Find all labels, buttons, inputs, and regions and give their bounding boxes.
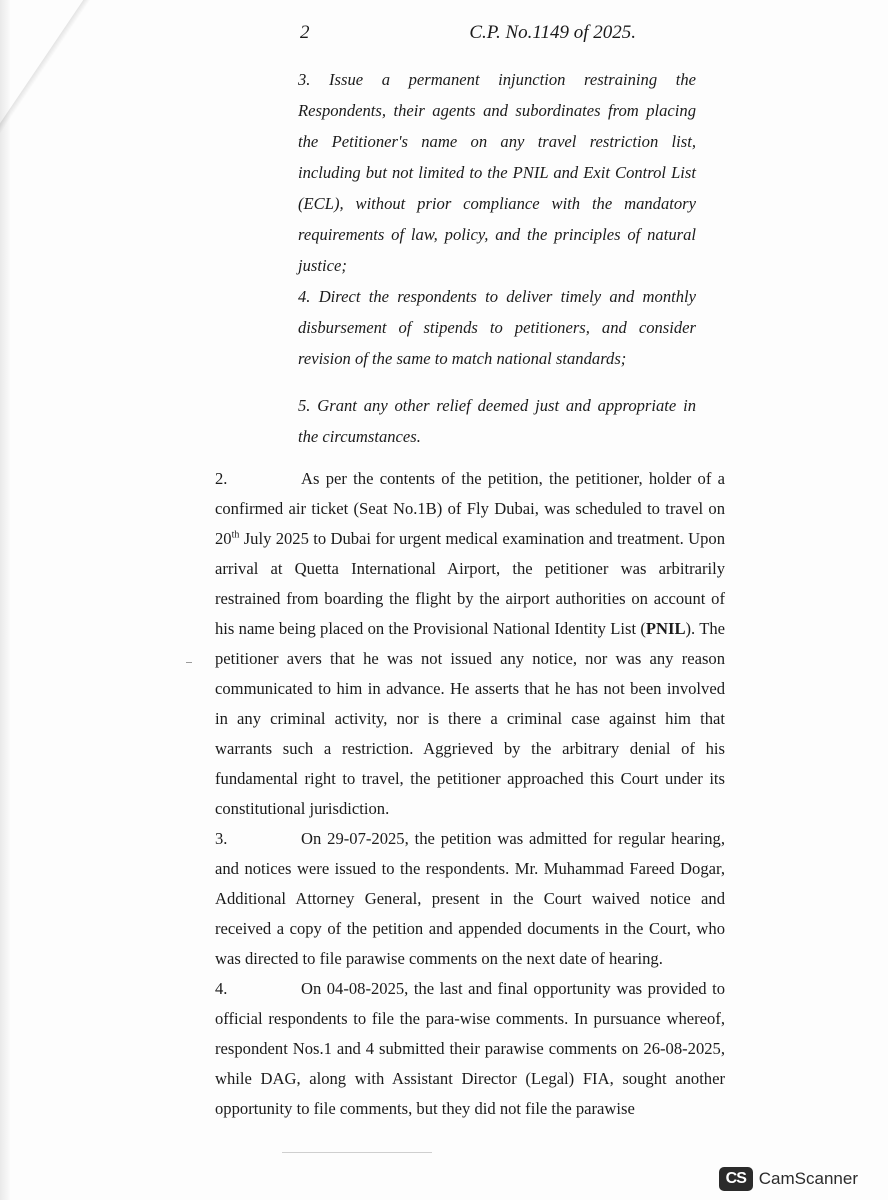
paragraph-text: ). The petitioner avers that he was not issued any notice, nor was any reason communicated to him in advance. He asserts that he has not been involved in any criminal activity, nor is there a criminal case against him that warrants such a restriction. Aggrieved by the arbitrary denial of his fundamental right to travel, the petitioner approached this Court under its constitutional jurisdiction. bbox=[215, 619, 725, 818]
relief-list bbox=[298, 64, 696, 452]
ordinal-suffix: th bbox=[231, 529, 240, 541]
relief-item-4: 4. Direct the respondents to deliver timely and monthly disbursement of stipends to petitioners, and consider revision of the same to match national standards; bbox=[298, 287, 696, 368]
paragraph-text: On 29-07-2025, the petition was admitted for regular hearing, and notices were issued to the respondents. Mr. Muhammad Fareed Dogar, Additional Attorney General, present in the Court waived notice and received a copy of the petition and appended documents in the Court, who was directed to file parawise comments on the next date of hearing. bbox=[215, 829, 725, 968]
camscanner-label: CamScanner bbox=[758, 1169, 858, 1188]
bottom-rule bbox=[282, 1152, 432, 1153]
page-edge-shadow bbox=[0, 0, 10, 1200]
margin-mark bbox=[186, 662, 192, 663]
paragraph-number: 4. bbox=[215, 979, 228, 998]
judgment-body bbox=[215, 464, 725, 1124]
page-number: 2 bbox=[300, 22, 310, 43]
paragraph-text: July 2025 to Dubai for urgent medical examination and treatment. Upon arrival at Quetta International Airport, the petitioner was arbitrarily restrained from boarding the flight by the airport authorities on account of his name being placed on the Provisional National Identity List ( bbox=[215, 529, 725, 638]
paragraph-number: 2. bbox=[215, 469, 228, 488]
page-header bbox=[300, 22, 640, 52]
relief-item-3: 3. Issue a permanent injunction restraining the Respondents, their agents and subordinates from placing the Petitioner's name on any travel restriction list, including but not limited to the PNIL and Exit Control List (ECL), without prior compliance with the mandatory requirements of law, policy, and the principles of natural justice; bbox=[298, 70, 696, 275]
spacer bbox=[298, 374, 696, 390]
paragraph-3 bbox=[215, 824, 725, 974]
relief-item-5: 5. Grant any other relief deemed just and appropriate in the circumstances. bbox=[298, 396, 696, 446]
paragraph-4 bbox=[215, 974, 725, 1124]
paragraph-2 bbox=[215, 464, 725, 824]
case-number: C.P. No.1149 of 2025. bbox=[469, 22, 636, 43]
paragraph-text: On 04-08-2025, the last and final opportunity was provided to official respondents to file the para-wise comments. In pursuance whereof, respondent Nos.1 and 4 submitted their parawise comments on 26-08-2025, while DAG, along with Assistant Director (Legal) FIA, sought another opportunity to file comments, but they did not file the parawise bbox=[215, 979, 725, 1118]
camscanner-logo-icon: CS bbox=[719, 1167, 753, 1191]
camscanner-watermark bbox=[719, 1168, 858, 1190]
paragraph-number: 3. bbox=[215, 829, 228, 848]
paragraph-text: As per the contents of the petition, the petitioner, holder of a confirmed air ticket (Seat No.1B) of Fly Dubai, was scheduled to travel on 20 bbox=[215, 469, 725, 548]
pnil-abbreviation: PNIL bbox=[645, 619, 686, 638]
fold-shadow bbox=[0, 0, 95, 184]
